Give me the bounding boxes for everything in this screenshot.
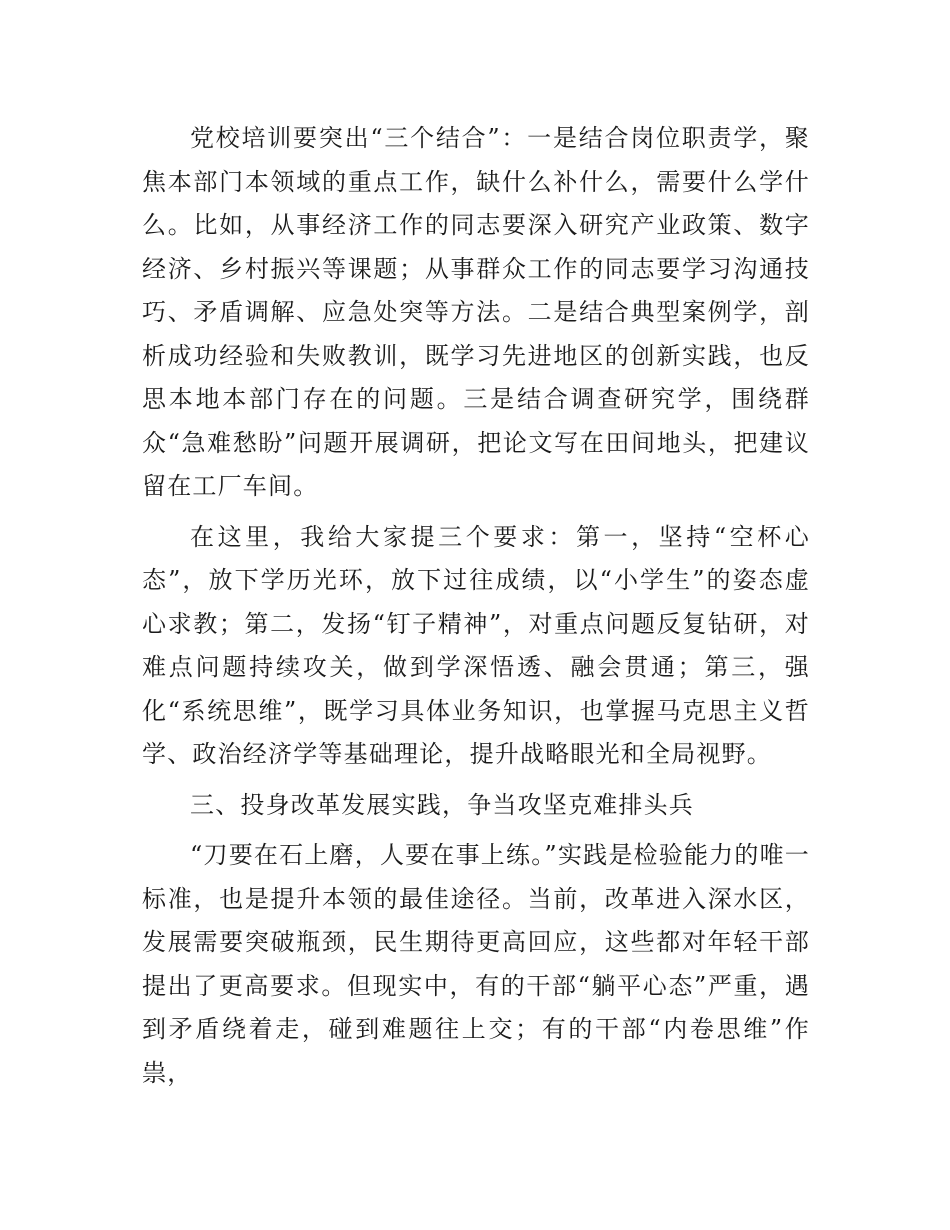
paragraph-party-school-training: 党校培训要突出“三个结合”：一是结合岗位职责学，聚焦本部门本领域的重点工作，缺什么补什么，需要什么学什么。比如，从事经济工作的同志要深入研究产业政策、数字经济、乡村振兴等课题；从事群众工作的同志要学习沟通技巧、矛盾调解、应急处突等方法。二是结合典型案例学，剖析成功经验和失败教训，既学习先进地区的创新实践，也反思本地本部门存在的问题。三是结合调查研究学，围绕群众“急难愁盼”问题开展调研，把论文写在田间地头，把建议留在工厂车间。	[142, 124, 810, 500]
paragraph-three-requirements: 在这里，我给大家提三个要求：第一，坚持“空杯心态”，放下学历光环，放下过往成绩，以“小学生”的姿态虚心求教；第二，发扬“钉子精神”，对重点问题反复钻研，对难点问题持续攻关，做到学深悟透、融会贯通；第三，强化“系统思维”，既学习具体业务知识，也掌握马克思主义哲学、政治经济学等基础理论，提升战略眼光和全局视野。	[142, 522, 810, 768]
document-body	[142, 117, 810, 1102]
section-heading: 三、投身改革发展实践，争当攻坚克难排头兵	[190, 790, 694, 819]
paragraph-practice: “刀要在石上磨，人要在事上练。”实践是检验能力的唯一标准，也是提升本领的最佳途径。当前，改革进入深水区，发展需要突破瓶颈，民生期待更高回应，这些都对年轻干部提出了更高要求。但现实中，有的干部“躺平心态”严重，遇到矛盾绕着走，碰到难题往上交；有的干部“内卷思维”作祟，	[142, 841, 810, 1087]
